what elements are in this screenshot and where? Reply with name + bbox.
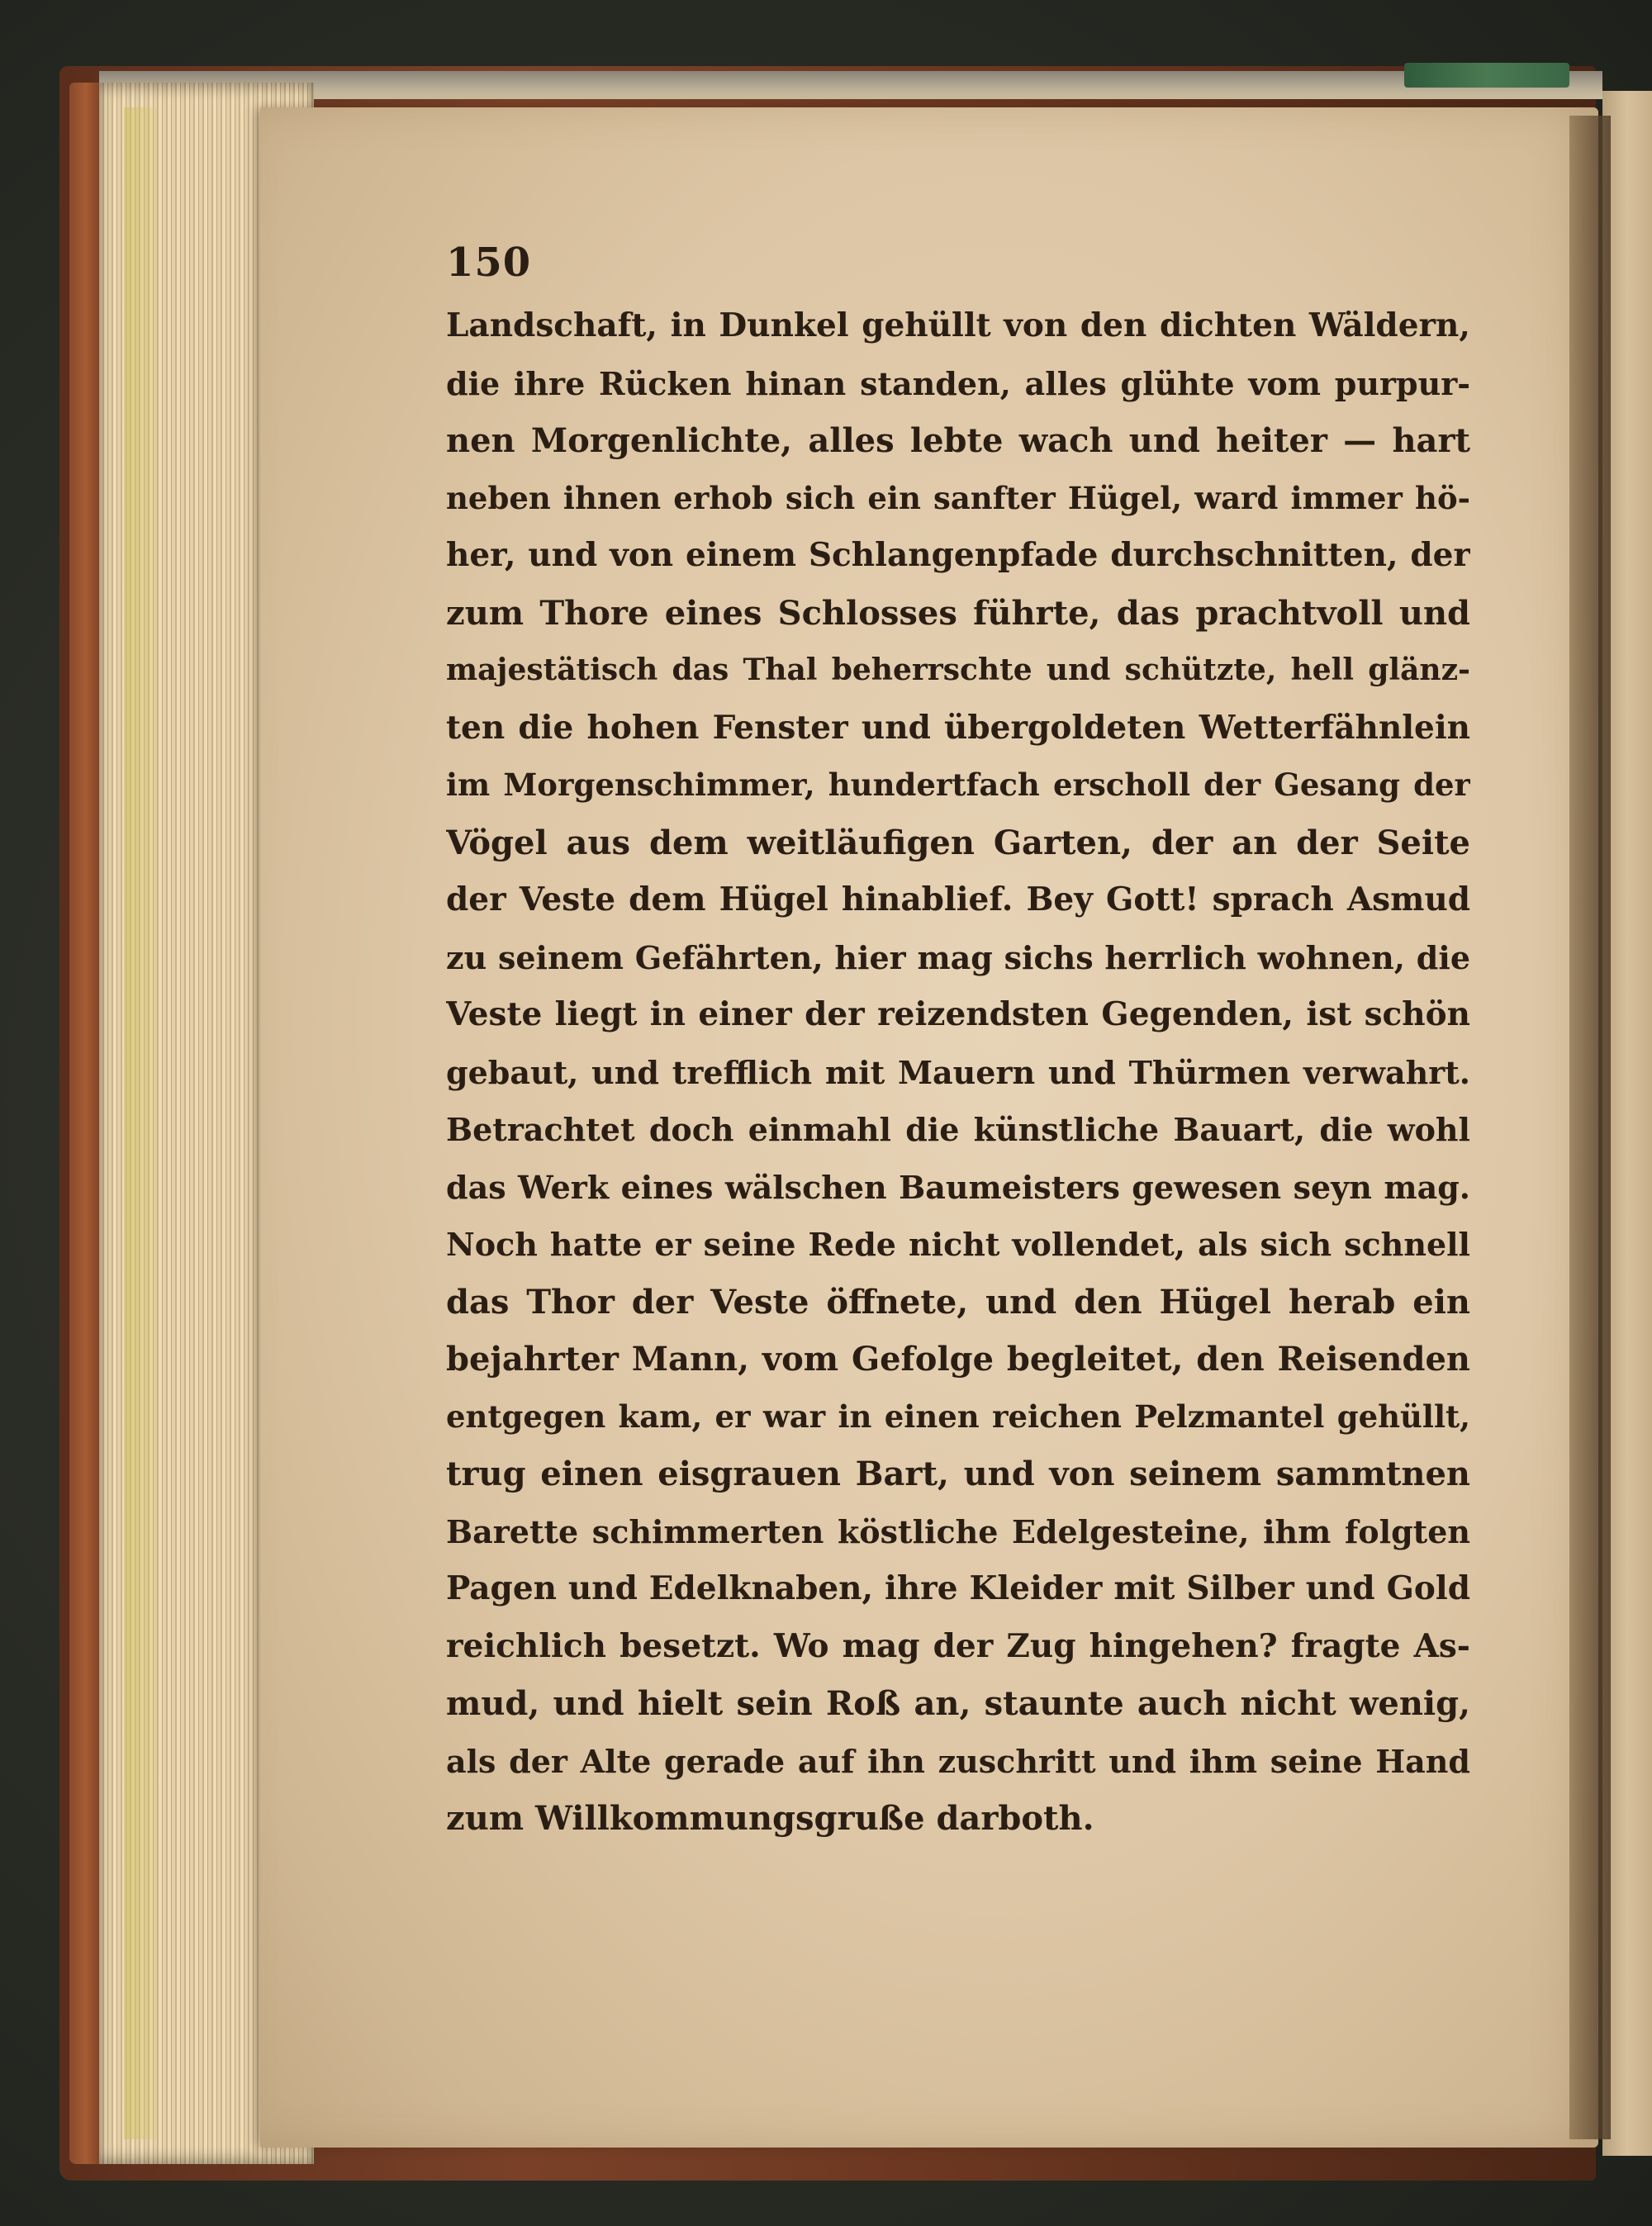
text-line: Vögel aus dem weitläufigen Garten, der an der Seite — [446, 823, 1470, 862]
text-line: zum Willkommungsgruße darboth. — [446, 1799, 1094, 1838]
bookmark-ribbon — [1404, 63, 1569, 88]
text-line: als der Alte gerade auf ihn zuschritt und ihm seine Hand — [446, 1742, 1470, 1780]
text-line: trug einen eisgrauen Bart, und von seinem sammtnen — [446, 1455, 1470, 1493]
text-line: Barette schimmerten köstliche Edelgesteine, ihm folgten — [446, 1512, 1470, 1550]
text-line: der Veste dem Hügel hinablief. Bey Gott! sprach Asmud — [446, 880, 1470, 918]
text-line: nen Morgenlichte, alles lebte wach und heiter — hart — [446, 421, 1470, 460]
text-line: majestätisch das Thal beherrschte und schützte, hell glänz- — [446, 653, 1470, 687]
text-line: das Werk eines wälschen Baumeisters gewesen seyn mag. — [446, 1168, 1470, 1206]
text-line: Noch hatte er seine Rede nicht vollendet, als sich schnell — [446, 1226, 1470, 1263]
text-line: reichlich besetzt. Wo mag der Zug hingehen? fragte As- — [446, 1626, 1470, 1665]
text-line: im Morgenschimmer, hundertfach erscholl der Gesang der — [446, 767, 1470, 803]
text-line: Pagen und Edelknaben, ihre Kleider mit Silber und Gold — [446, 1569, 1470, 1607]
page-stack-tint — [124, 107, 157, 2139]
text-line: Landschaft, in Dunkel gehüllt von den dichten Wäldern, — [446, 306, 1470, 344]
text-line: mud, und hielt sein Roß an, staunte auch nicht wenig, — [446, 1684, 1470, 1723]
text-line: die ihre Rücken hinan standen, alles glühte vom purpur- — [446, 364, 1470, 402]
text-line: entgegen kam, er war in einen reichen Pelzmantel gehüllt, — [446, 1398, 1470, 1435]
page-block-top-edge — [99, 71, 1602, 99]
text-line: Betrachtet doch einmahl die künstliche Bauart, die wohl — [446, 1111, 1470, 1148]
text-lines — [446, 297, 1470, 1848]
text-line: Veste liegt in einer der reizendsten Gegenden, ist schön — [446, 995, 1470, 1033]
page-text-block — [446, 240, 1470, 1848]
text-line: gebaut, und trefflich mit Mauern und Thürmen verwahrt. — [446, 1053, 1470, 1091]
text-line: bejahrter Mann, vom Gefolge begleitet, den Reisenden — [446, 1340, 1470, 1379]
text-line: neben ihnen erhob sich ein sanfter Hügel, ward immer hö- — [446, 479, 1470, 516]
page-gutter-shadow — [1569, 116, 1611, 2139]
cover-spine-edge — [69, 83, 102, 2164]
text-line: zum Thore eines Schlosses führte, das prachtvoll und — [446, 593, 1470, 633]
text-line: her, und von einem Schlangenpfade durchschnitten, der — [446, 536, 1470, 574]
page-number: 150 — [446, 240, 532, 286]
text-line: zu seinem Gefährten, hier mag sichs herrlich wohnen, die — [446, 938, 1470, 976]
text-line: ten die hohen Fenster und übergoldeten Wetterfähnlein — [446, 708, 1470, 747]
text-line: das Thor der Veste öffnete, und den Hügel herab ein — [446, 1282, 1470, 1322]
